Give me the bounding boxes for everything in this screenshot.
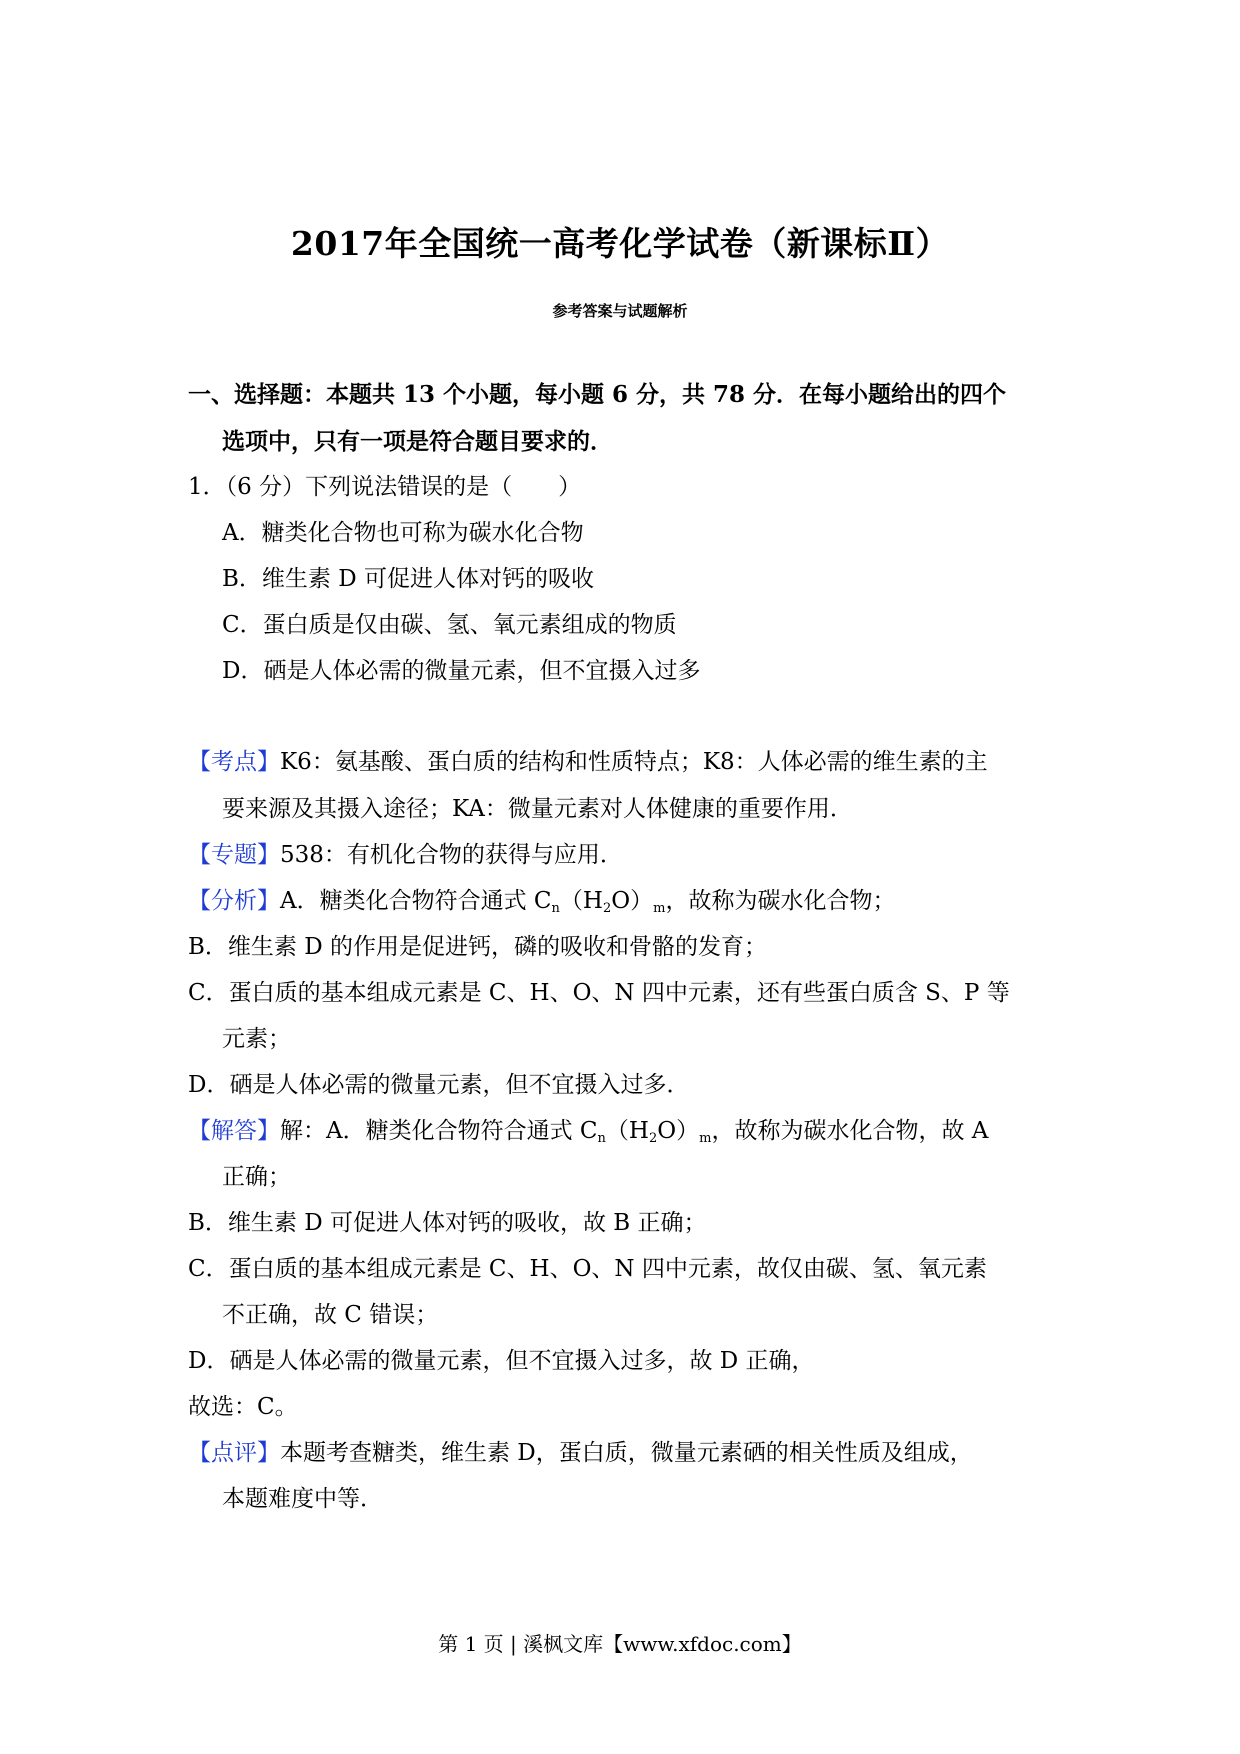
zhuanti-text: 538：有机化合物的获得与应用． [280, 842, 623, 868]
zhuanti-tag: 【专题】 [188, 842, 280, 868]
jieda-line-a [188, 1114, 1068, 1148]
dianping-tag: 【点评】 [188, 1440, 280, 1466]
fenxi-line-d: D．硒是人体必需的微量元素，但不宜摄入过多． [188, 1072, 690, 1098]
page-footer: 第 1 页 | 溪枫文库【www.xfdoc.com】 [438, 1632, 802, 1656]
zhuanti-line [188, 838, 1068, 872]
jieda-line-d: D．硒是人体必需的微量元素，但不宜摄入过多，故 D 正确， [188, 1348, 815, 1374]
section-heading-line2: 选项中，只有一项是符合题目要求的． [222, 428, 613, 455]
fenxi-line-c1: C．蛋白质的基本组成元素是 C、H、O、N 四中元素，还有些蛋白质含 S、P 等 [188, 980, 1010, 1006]
fenxi-tag: 【分析】 [188, 888, 280, 914]
dianping-line2: 本题难度中等． [222, 1486, 383, 1512]
fenxi-a-mid1: （H [559, 888, 603, 914]
page-title: 2017年全国统一高考化学试卷（新课标Ⅱ） [290, 224, 950, 263]
kaodian-line2: 要来源及其摄入途径；KA：微量元素对人体健康的重要作用． [222, 796, 853, 822]
jieda-line-c2: 不正确，故 C 错误； [222, 1302, 439, 1328]
fenxi-a-post: ，故称为碳水化合物； [665, 888, 896, 914]
answer-line: 故选：C。 [188, 1394, 298, 1420]
jieda-line-b: B．维生素 D 可促进人体对钙的吸收，故 B 正确； [188, 1210, 707, 1236]
option-d: D．硒是人体必需的微量元素，但不宜摄入过多 [222, 658, 701, 684]
kaodian-tag: 【考点】 [188, 749, 280, 775]
option-a: A．糖类化合物也可称为碳水化合物 [222, 520, 584, 546]
jieda-line-a2: 正确； [222, 1164, 291, 1190]
dianping-text: 本题考查糖类，维生素 D，蛋白质，微量元素硒的相关性质及组成， [280, 1440, 973, 1466]
jieda-a-mid1: （H [605, 1118, 649, 1144]
fenxi-line-c2: 元素； [222, 1026, 291, 1052]
question-stem: 1．（6 分）下列说法错误的是（ ） [188, 474, 582, 500]
dianping-line1 [188, 1436, 1068, 1470]
option-c: C．蛋白质是仅由碳、氢、氧元素组成的物质 [222, 612, 677, 638]
page-subtitle: 参考答案与试题解析 [552, 302, 688, 320]
kaodian-text: K6：氨基酸、蛋白质的结构和性质特点；K8：人体必需的维生素的主 [280, 749, 988, 775]
fenxi-sub-n: n [551, 901, 560, 916]
fenxi-sub-2: 2 [602, 901, 612, 916]
jieda-sub-2: 2 [648, 1131, 658, 1146]
jieda-a-mid2: O） [657, 1118, 700, 1144]
jieda-a-pre: 解：A．糖类化合物符合通式 C [280, 1118, 598, 1144]
jieda-tag: 【解答】 [188, 1118, 280, 1144]
jieda-sub-m: m [699, 1131, 712, 1146]
jieda-line-c1: C．蛋白质的基本组成元素是 C、H、O、N 四中元素，故仅由碳、氢、氧元素 [188, 1256, 987, 1282]
fenxi-a-pre: A．糖类化合物符合通式 C [280, 888, 552, 914]
jieda-a-post: ，故称为碳水化合物，故 A [711, 1118, 989, 1144]
fenxi-line-b: B．维生素 D 的作用是促进钙，磷的吸收和骨骼的发育； [188, 934, 767, 960]
option-b: B．维生素 D 可促进人体对钙的吸收 [222, 566, 594, 592]
section-heading-line1: 一、选择题：本题共 13 个小题，每小题 6 分，共 78 分．在每小题给出的四个 [188, 381, 1007, 408]
jieda-sub-n: n [597, 1131, 606, 1146]
fenxi-a-mid2: O） [611, 888, 654, 914]
fenxi-sub-m: m [653, 901, 666, 916]
fenxi-line-a [188, 884, 1068, 918]
kaodian-line1 [188, 745, 1068, 779]
